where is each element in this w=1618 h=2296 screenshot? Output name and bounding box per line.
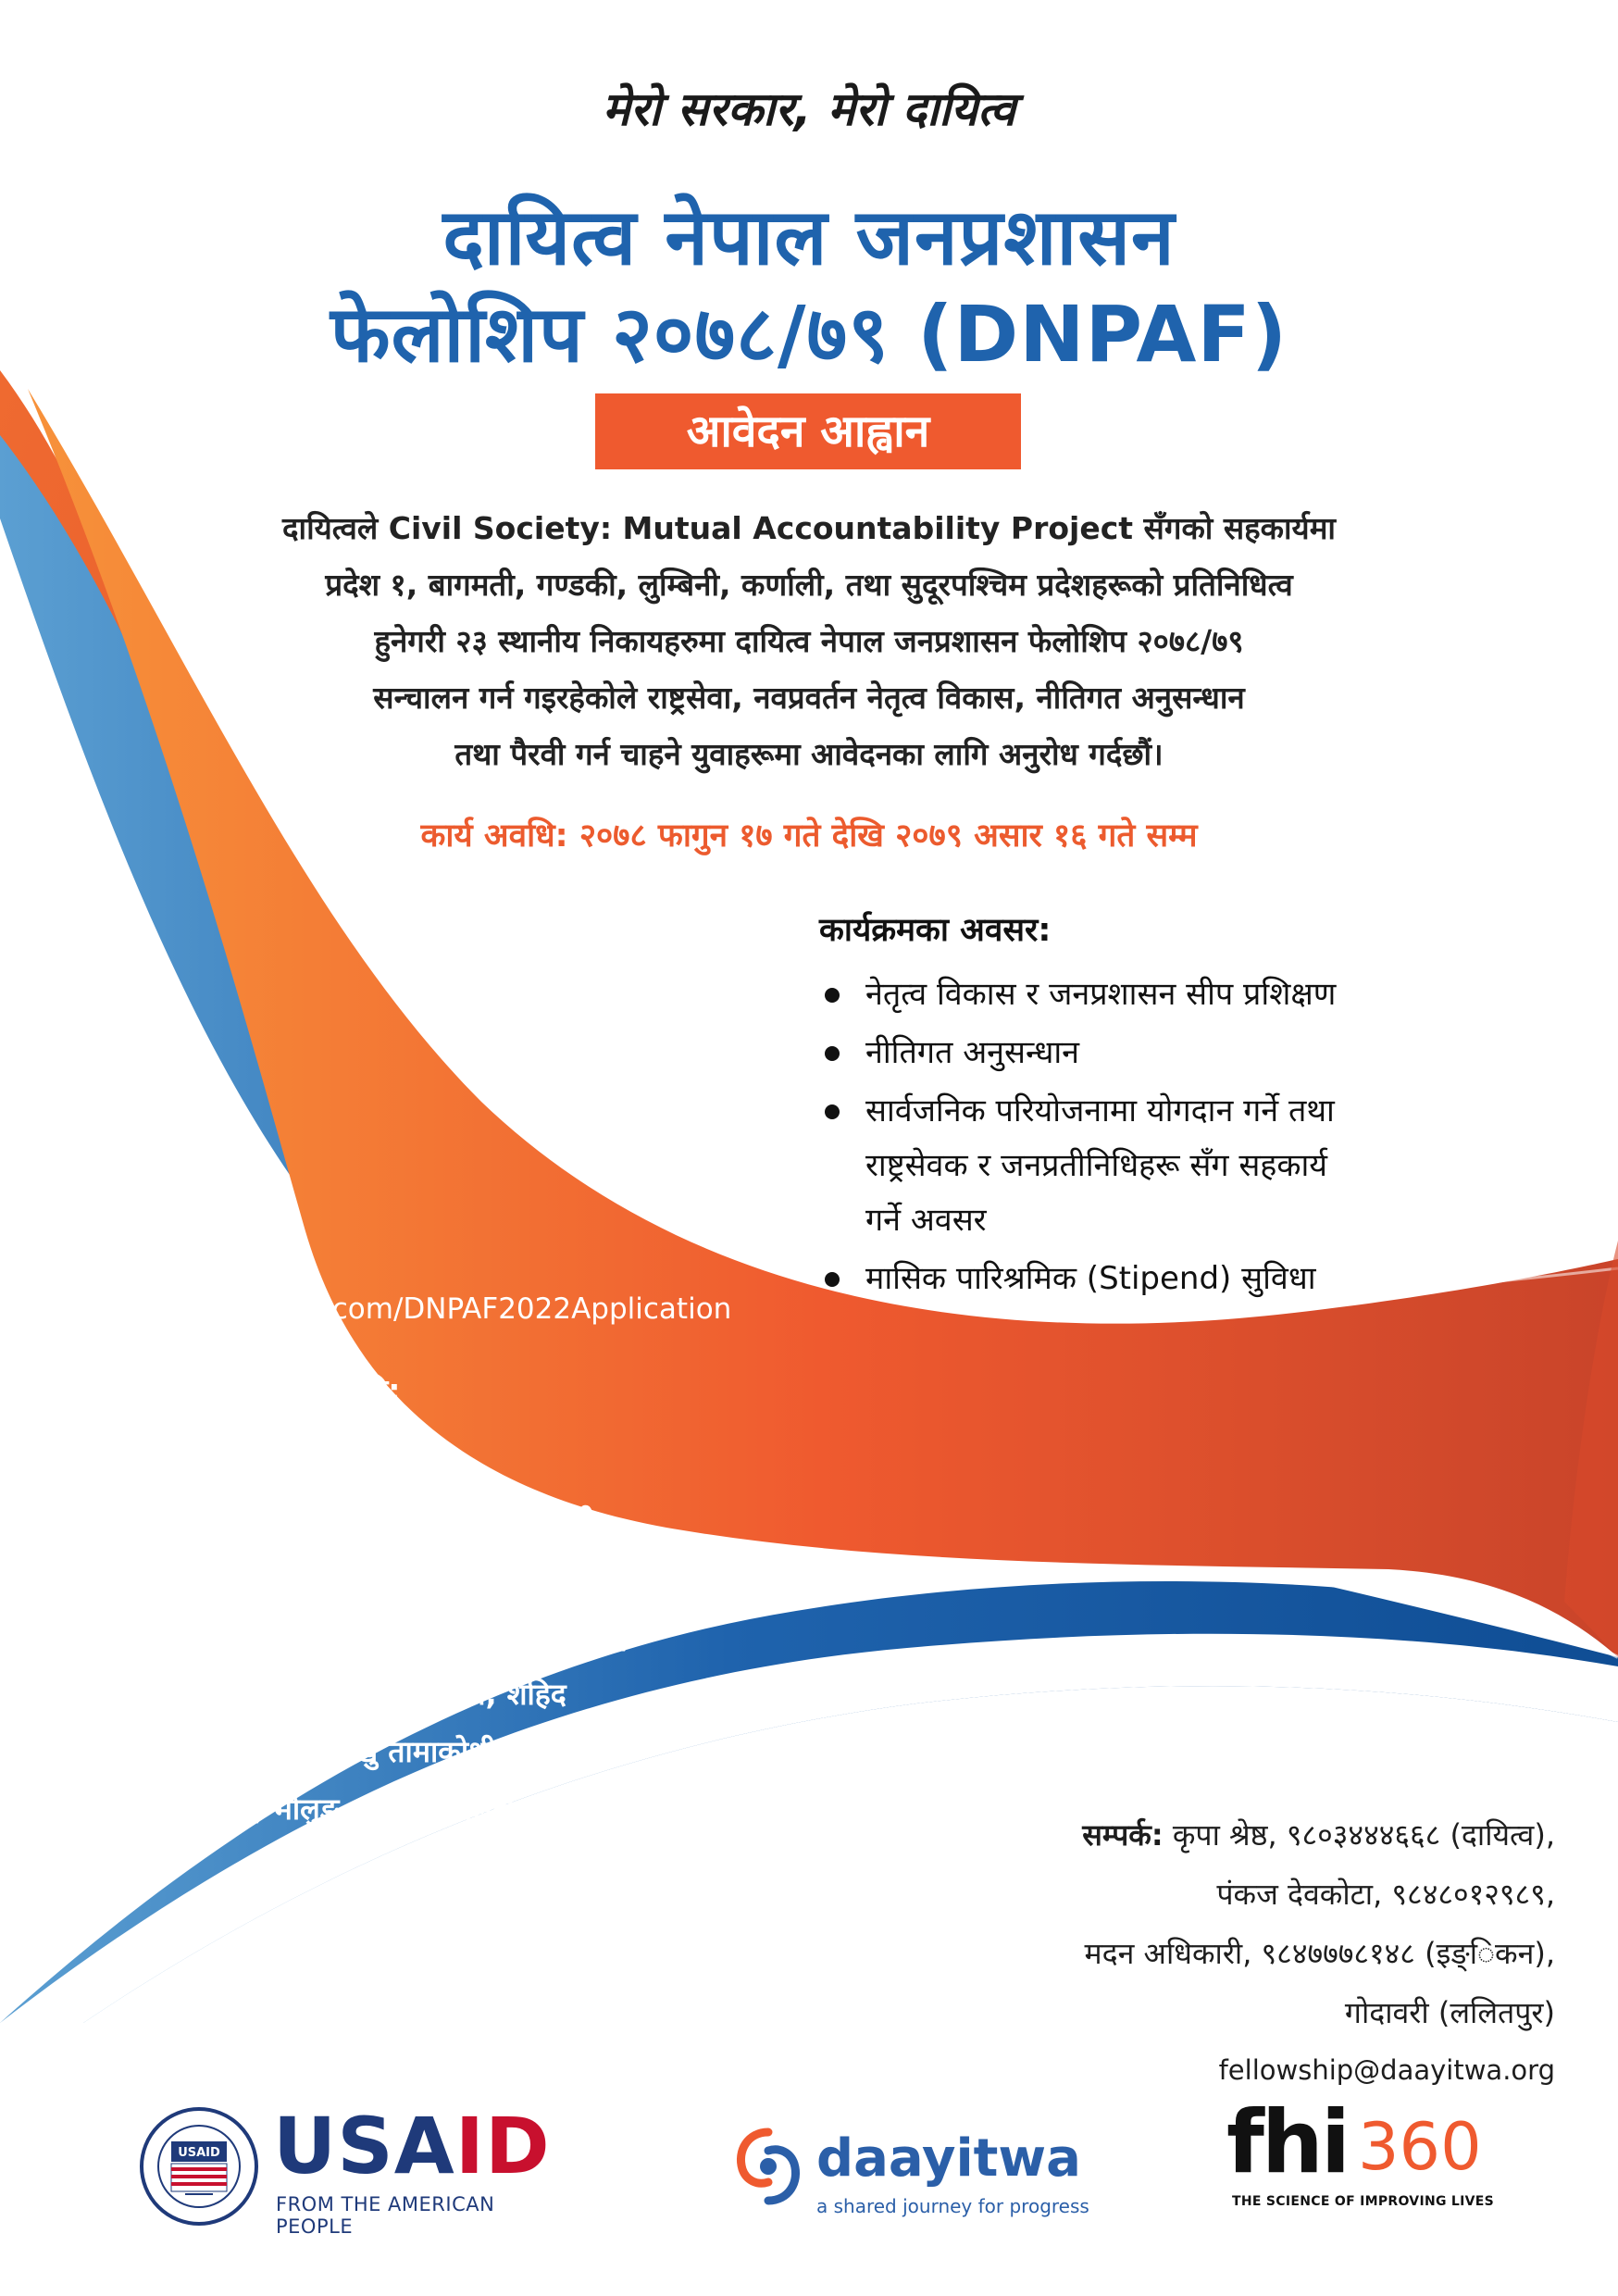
svg-text:USAID: USAID bbox=[178, 2146, 220, 2160]
opportunities-heading: कार्यक्रमका अवसर: bbox=[819, 912, 1052, 949]
usaid-logo bbox=[139, 2101, 574, 2238]
opportunities-section bbox=[819, 907, 1560, 1310]
form-label: फारम: bbox=[128, 1248, 203, 1284]
list-item: सार्वजनिक परियोजनामा योगदान गर्ने तथा राष्ट्रसेवक र जनप्रतीनिधिहरू सँग सहकार्य गर्ने अवसर bbox=[819, 1084, 1560, 1248]
list-item: नीतिगत अनुसन्धान bbox=[819, 1026, 1560, 1080]
usaid-tagline: FROM THE AMERICAN PEOPLE bbox=[276, 2193, 495, 2238]
deadline-date: २०७८ फागुन ९ गते bbox=[128, 1416, 324, 1450]
bullet-icon bbox=[825, 988, 840, 1003]
fhi-tagline: THE SCIENCE OF IMPROVING LIVES bbox=[1232, 2194, 1495, 2209]
daayitwa-wordmark: daayitwa bbox=[816, 2128, 1081, 2189]
contact-label: सम्पर्क: bbox=[1082, 1817, 1164, 1853]
usaid-seal-icon bbox=[139, 2106, 259, 2227]
intro-paragraph bbox=[157, 500, 1461, 782]
daayitwa-logo bbox=[731, 2125, 1120, 2227]
municipalities-list: पालिकाहरू: दशरथचन्द, लेकबेशी, बन्नीगढी जयगढ, के.आई.सिंह, कृष्णपुर, गुल्मी दरबार, नारायण, त्रिवेणी, कपुरकोट, डुडुवा, सन्धिखर्क, विजयनगर, लिखु, रोशी, बाह्रबिसे, शहिद लखन, सिद्धलेक, लिखु तामाकोशी, गोदावरी, सुर्यविनायक, मोलुङ, मनहरी, शैलुङ bbox=[128, 1504, 632, 1827]
intro-line: हुनेगरी २३ स्थानीय निकायहरुमा दायित्व नेपाल जनप्रशासन फेलोशिप २०७८/७९ bbox=[374, 623, 1244, 659]
daayitwa-tagline: a shared journey for progress bbox=[816, 2195, 1089, 2217]
contact-email[interactable]: fellowship@daayitwa.org bbox=[1218, 2054, 1555, 2086]
contact-section: सम्पर्क: कृपा श्रेष्ठ, ९८०३४४४६६८ (दायित्व), पंकज देवकोटा, ९८४८०१२९८९, मदन अधिकारी, ९८४७७७८१४८ (इङ्िकन), गोदावरी (ललितपुर) fellowship@daayitwa.org bbox=[722, 1805, 1555, 2092]
page-title-line-2: फेलोशिप २०७८/७९ (DNPAF) bbox=[330, 289, 1288, 380]
page-title-line-1: दायित्व नेपाल जनप्रशासन bbox=[442, 192, 1176, 282]
intro-line: तथा पैरवी गर्न चाहने युवाहरूमा आवेदनका लागि अनुरोध गर्दछौं। bbox=[454, 736, 1164, 772]
application-info bbox=[128, 1245, 794, 1838]
bullet-icon bbox=[825, 1272, 840, 1287]
fhi-number: 360 bbox=[1358, 2109, 1482, 2185]
intro-line: दायित्वले Civil Society: Mutual Accountability Project सँगको सहकार्यमा bbox=[282, 510, 1336, 546]
intro-line: प्रदेश १, बागमती, गण्डकी, लुम्बिनी, कर्णाली, तथा सुदूरपश्चिम प्रदेशहरूको प्रतिनिधित्व bbox=[325, 567, 1293, 603]
daayitwa-mark-icon bbox=[731, 2125, 805, 2208]
work-duration: कार्य अवधि: २०७८ फागुन १७ गते देखि २०७९ असार १६ गते सम्म bbox=[420, 817, 1198, 855]
slogan: मेरो सरकार, मेरो दायित्व bbox=[602, 82, 1016, 136]
list-item: मासिक पारिश्रमिक (Stipend) सुविधा bbox=[819, 1252, 1560, 1306]
form-link[interactable]: https://tinyurl.com/DNPAF2022Application bbox=[128, 1292, 732, 1326]
list-item: नेतृत्व विकास र जनप्रशासन सीप प्रशिक्षण bbox=[819, 967, 1560, 1022]
fhi-wordmark: fhi bbox=[1226, 2092, 1349, 2193]
bullet-icon bbox=[825, 1046, 840, 1061]
usaid-wordmark: USAID bbox=[273, 2101, 551, 2191]
call-for-applications-badge: आवेदन आह्वान bbox=[595, 393, 1021, 469]
intro-line: सन्चालन गर्न गइरहेकोले राष्ट्रसेवा, नवप्रवर्तन नेतृत्व विकास, नीतिगत अनुसन्धान bbox=[373, 680, 1245, 716]
fhi360-logo bbox=[1226, 2092, 1495, 2222]
bullet-icon bbox=[825, 1104, 840, 1119]
deadline-label: फारम भर्ने अन्तिम मिति: bbox=[128, 1372, 401, 1408]
